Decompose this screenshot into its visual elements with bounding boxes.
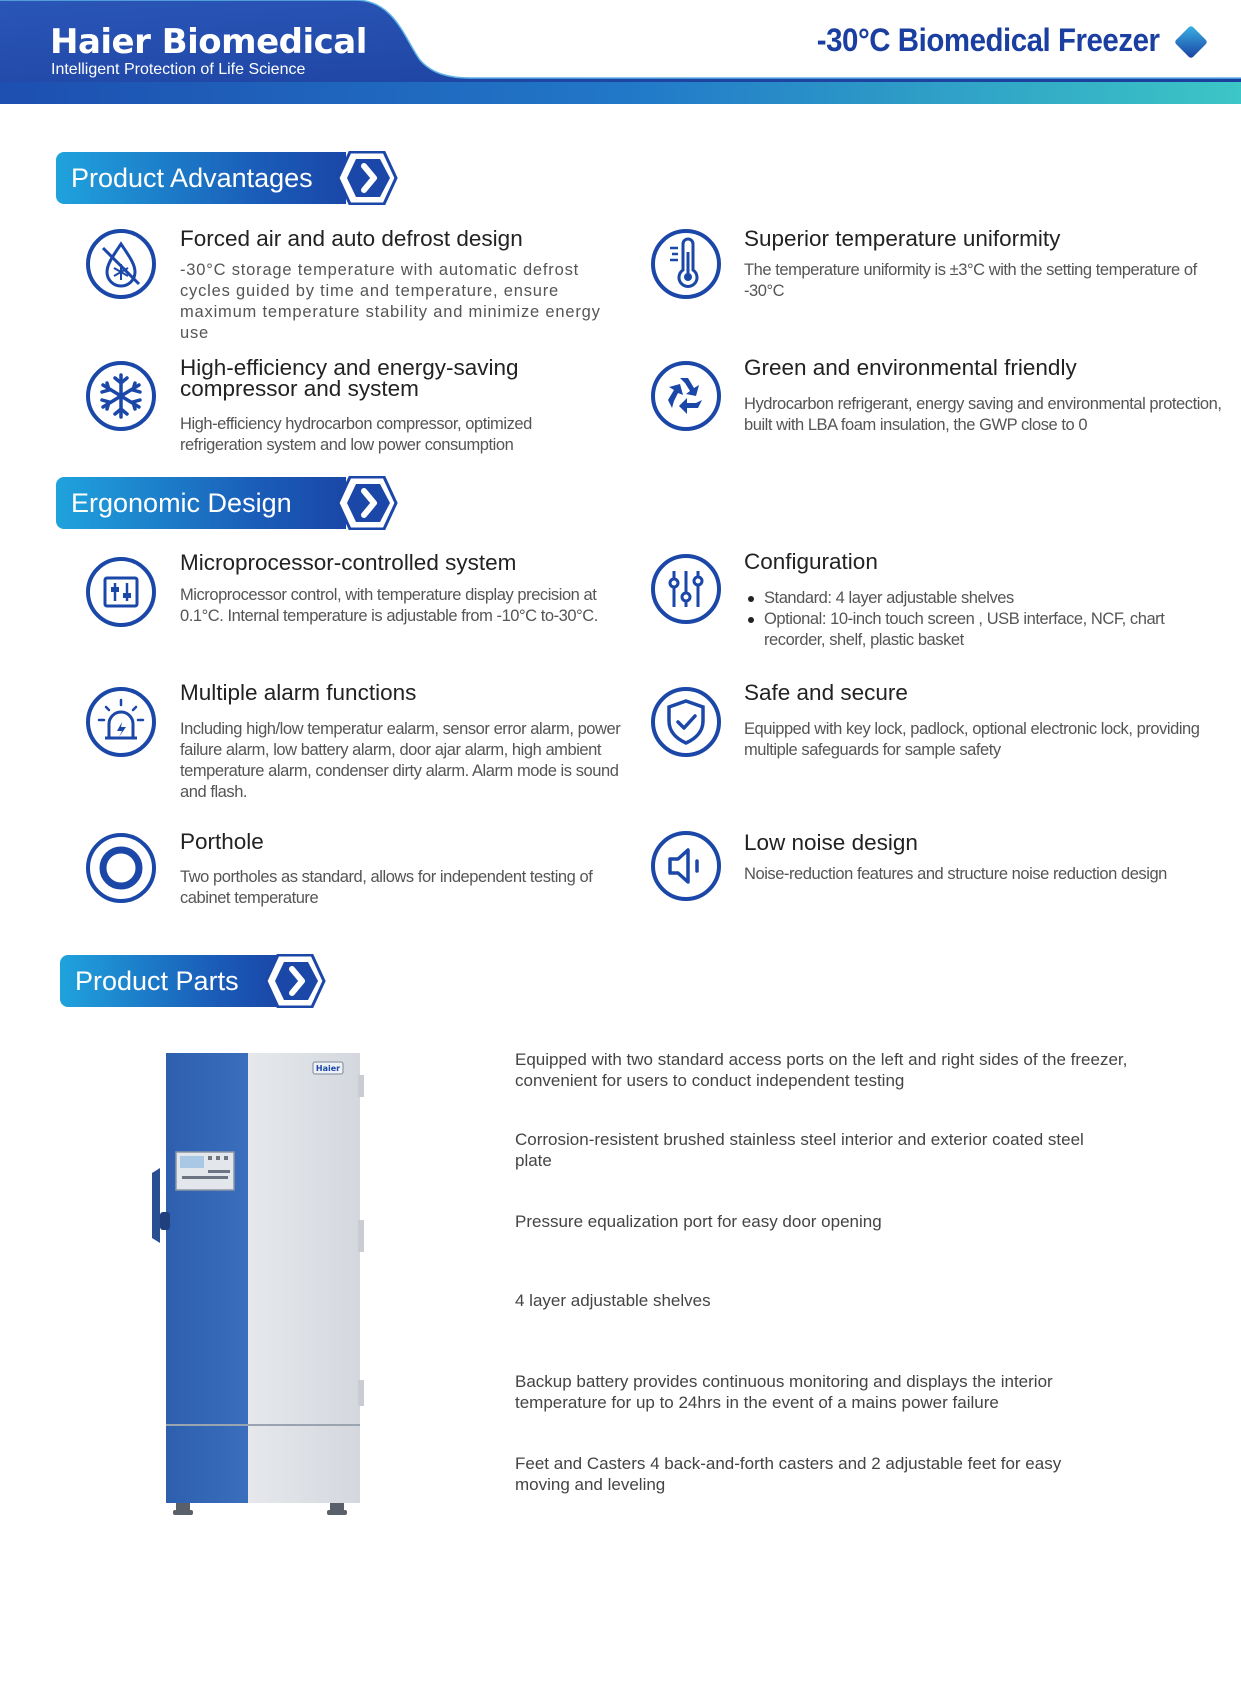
feature-title: Porthole [180,829,264,854]
section-title: Product Parts [75,966,239,996]
feature-desc: Equipped with key lock, padlock, optional electronic lock, providing multiple safeguards for sample safety [744,720,1200,759]
feature-desc: -30°C storage temperature with automatic defrost cycles guided by time and temperature, ensure maximum temperature stability and minimize energy use [180,261,601,342]
porthole-icon [85,832,157,904]
section-header-advantages [56,152,396,204]
no-frost-icon [85,228,157,300]
alarm-icon [85,686,157,758]
section-title: Product Advantages [71,163,313,193]
speaker-icon [650,830,722,902]
chevron-right-icon [336,476,398,530]
feature-title: Configuration [744,549,878,574]
chevron-right-icon [264,954,326,1008]
part-description: Feet and Casters 4 back-and-forth casters and 2 adjustable feet for easy moving and leveling [515,1454,1062,1494]
part-description: Pressure equalization port for easy door opening [515,1212,882,1231]
feature-desc: High-efficiency hydrocarbon compressor, optimized refrigeration system and low power consumption [180,415,532,454]
feature-title: Safe and secure [744,680,908,705]
feature-title-text: High-efficiency and energy-saving compressor and system [180,355,519,401]
shield-icon [650,686,722,758]
freezer-logo: Haier [315,1064,341,1073]
part-description: Equipped with two standard access ports on the left and right sides of the freezer, convenient for users to conduct independent testing [515,1050,1128,1090]
page-header [0,0,1241,104]
feature-desc: Including high/low temperatur ealarm, sensor error alarm, power failure alarm, low battery alarm, door ajar alarm, high ambient temperature alarm, condenser dirty alarm. Alarm mode is sound and flash. [180,720,621,801]
list-item: Standard: 4 layer adjustable shelves [744,588,1194,609]
recycle-icon [650,360,722,432]
feature-desc: Two portholes as standard, allows for independent testing of cabinet temperature [180,868,593,907]
section-title: Ergonomic Design [71,488,292,518]
feature-title: Low noise design [744,830,918,855]
feature-title: Multiple alarm functions [180,680,417,705]
list-item: Optional: 10-inch touch screen , USB interface, NCF, chart recorder, shelf, plastic basket [744,609,1194,651]
chevron-right-icon [336,151,398,205]
product-title: -30°C Biomedical Freezer [816,22,1159,58]
part-description: Corrosion-resistent brushed stainless steel interior and exterior coated steel plate [515,1130,1084,1170]
snowflake-icon [85,360,157,432]
feature-desc: Hydrocarbon refrigerant, energy saving and environmental protection, built with LBA foam insulation, the GWP close to 0 [744,395,1222,434]
sliders-icon [650,553,722,625]
feature-title [180,357,600,399]
config-bullet-list [744,588,1194,651]
brand-tagline: Intelligent Protection of Life Science [51,61,306,78]
feature-title: Green and environmental friendly [744,355,1077,380]
feature-title: Forced air and auto defrost design [180,226,523,251]
feature-desc: Noise-reduction features and structure noise reduction design [744,865,1167,883]
feature-title: Superior temperature uniformity [744,226,1061,251]
feature-title: Microprocessor-controlled system [180,550,517,575]
section-header-parts [60,955,330,1007]
freezer-image [146,1050,376,1520]
thermometer-icon [650,228,722,300]
part-description: 4 layer adjustable shelves [515,1291,711,1310]
brand-logo-text: Haier Biomedical [50,22,367,62]
feature-desc: Microprocessor control, with temperature display precision at 0.1°C. Internal temperature is adjustable from -10°C to-30°C. [180,586,598,625]
feature-desc: The temperature uniformity is ±3°C with the setting temperature of -30°C [744,261,1197,300]
section-header-ergonomic [56,477,396,529]
part-description: Backup battery provides continuous monitoring and displays the interior temperature for up to 24hrs in the event of a mains power failure [515,1372,1053,1412]
control-panel-icon [85,556,157,628]
